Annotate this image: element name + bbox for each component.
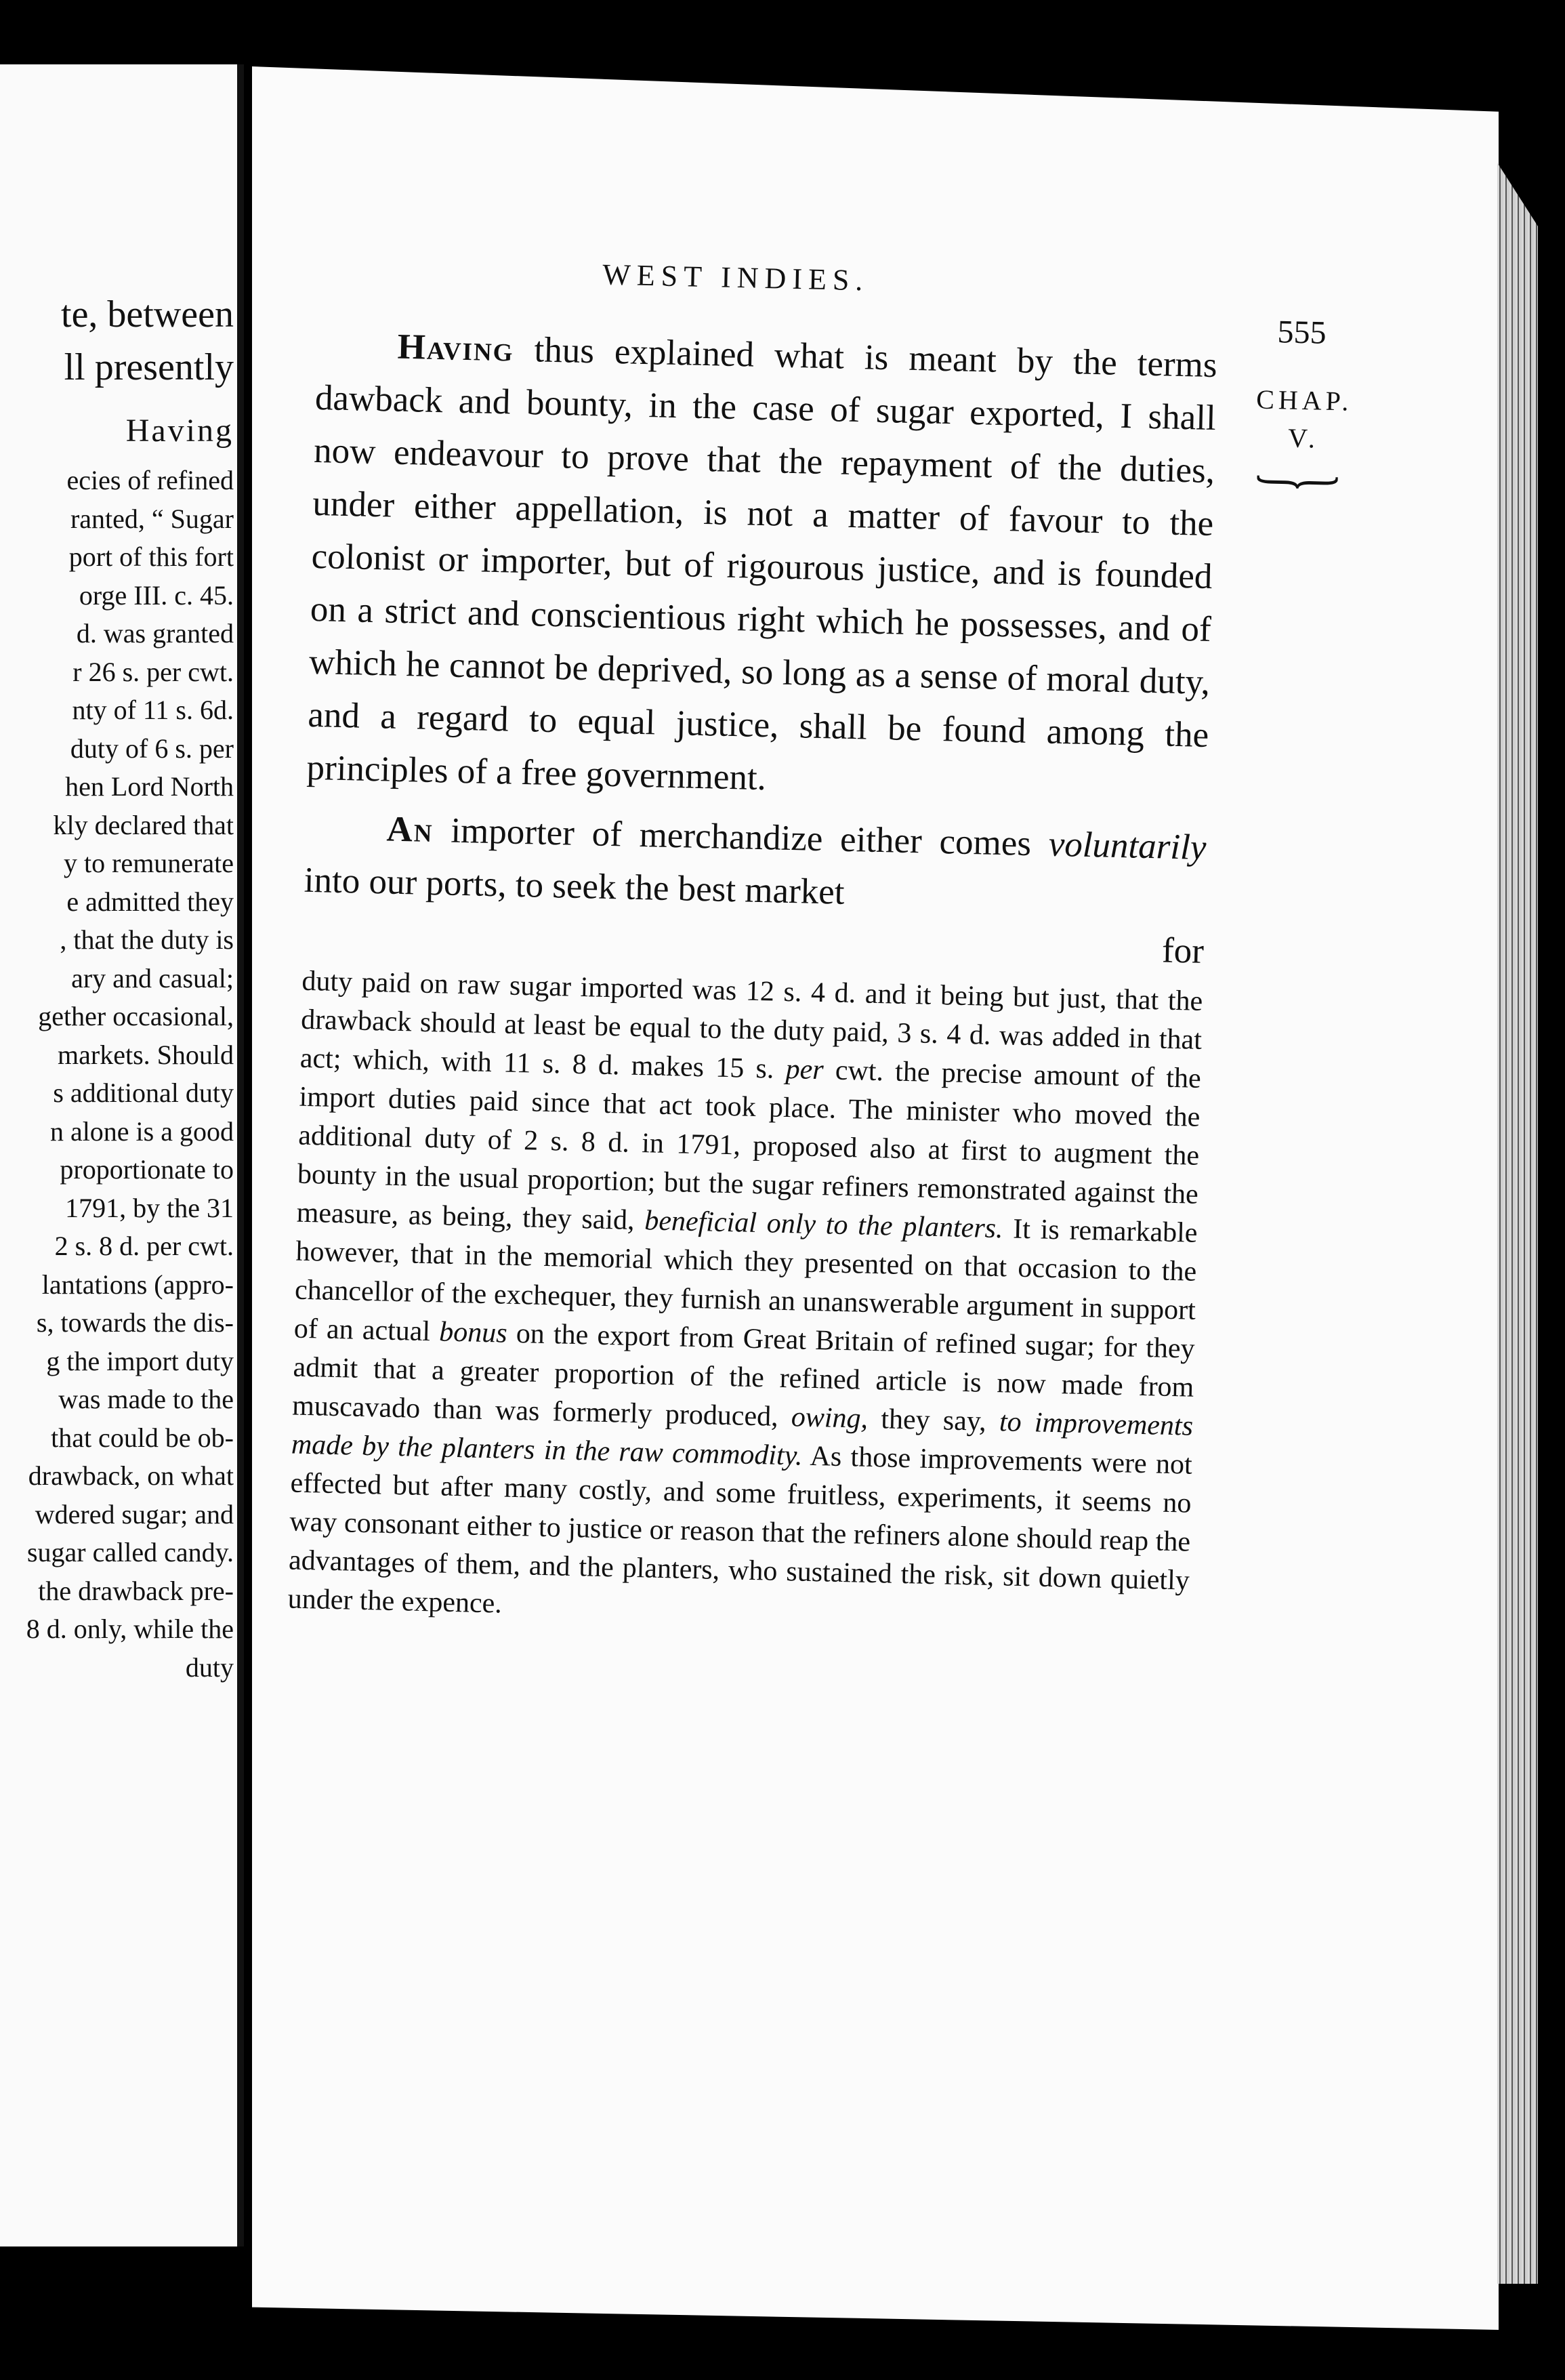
margin-chapter-note <box>1234 380 1373 499</box>
left-page-line: duty of 6 s. per <box>70 733 234 764</box>
left-page-line: the drawback pre- <box>38 1575 234 1606</box>
left-page-line: port of this fort <box>68 541 234 572</box>
left-page-line: markets. Should <box>58 1039 234 1070</box>
left-page-line: r 26 s. per cwt. <box>72 656 234 687</box>
footnote-italic: beneficial only to the planters. <box>644 1205 1004 1245</box>
footnote <box>287 962 1203 1639</box>
left-page-line: s, towards the dis- <box>36 1307 234 1338</box>
left-page-line: 1791, by the 31 <box>65 1192 234 1223</box>
left-page-line: duty <box>185 1651 234 1683</box>
left-page-line: 8 d. only, while the <box>26 1614 234 1644</box>
margin-chap-number: V. <box>1287 422 1320 454</box>
footnote-italic: to improvements made by the planters in the raw commodity. <box>291 1406 1194 1472</box>
left-page-line: was made to the <box>58 1384 234 1414</box>
paragraph-text: importer of merchandize either comes <box>432 811 1049 864</box>
left-page-line: orge III. c. 45. <box>79 579 234 611</box>
left-page-line: 2 s. 8 d. per cwt. <box>54 1231 234 1261</box>
left-page-line: ll presently <box>64 346 234 388</box>
margin-chap-label: CHAP. <box>1255 384 1353 417</box>
left-page-line: gether occasional, <box>38 1001 234 1031</box>
left-page-line: e admitted they <box>66 886 234 917</box>
left-page-line: d. was granted <box>76 618 234 649</box>
left-page-line: g the import duty <box>46 1345 234 1376</box>
left-page-line: hen Lord North <box>65 771 234 802</box>
paragraph-text: thus explained what is meant by the terms dawback and bounty, in the case of sugar exported, I shall now endeavour to prove that the repayment of the duties, under either appellation, is not a matter of favour to the colonist or importer, but of rigourous justice, and is founded on a strict and conscientious right which he possesses, and of which he cannot be deprived, so long as a sense of moral duty, and a regard to equal justice, shall be found among the principles of a free government. <box>306 329 1218 798</box>
page-edge <box>1497 163 1538 2284</box>
left-page-line: kly declared that <box>53 809 234 840</box>
footnote-span: cwt. the precise amount of the import duties paid since that act took place. The minister who moved the additional duty of 2 s. 8 d. in 1791, proposed also at first to augment the bounty in the usual proportion; but the sugar refiners remonstrated against the measure, as being, they said, <box>296 1054 1202 1237</box>
paragraph-2 <box>304 801 1207 927</box>
catchword: for <box>1161 930 1205 971</box>
footnote-span: duty paid on raw sugar imported was 12 s. 4 d. and it being but just, that the drawback should at least be equal to the duty paid, 3 s. 4 d. was added in that act; which, with 11 s. 8 d. makes 15 s. <box>299 965 1203 1085</box>
page-number: 555 <box>1277 314 1327 351</box>
footnote-text <box>287 962 1203 1639</box>
footnote-italic: per <box>785 1053 825 1086</box>
left-page-line: drawback, on what <box>28 1460 234 1491</box>
italic-text: voluntarily <box>1048 824 1207 867</box>
left-page-line: n alone is a good <box>49 1115 234 1147</box>
paragraph-text: into our ports, to seek the best market <box>304 860 846 912</box>
brace-ornament: } <box>1248 471 1357 498</box>
left-page-line: that could be ob- <box>51 1422 234 1453</box>
paragraph-lead: Having <box>397 327 515 369</box>
left-page-line: wdered sugar; and <box>35 1498 234 1530</box>
left-page-line: s additional duty <box>53 1078 234 1108</box>
footnote-italic: bonus <box>438 1316 508 1349</box>
left-page-line: , that the duty is <box>60 924 234 955</box>
footnote-span: It is remarkable however, that in the memorial which they presented on that occasion to the chancellor of the exchequer, they furnish an unanswerable argument in support of an actual <box>293 1213 1198 1348</box>
footnote-span: they say, <box>867 1403 1000 1438</box>
left-page-line: proportionate to <box>60 1154 234 1185</box>
footnote-span: on the export from Great Britain of refined sugar; for they admit that a greater proportion of the refined article is now made from muscavado than was formerly produced, <box>291 1317 1196 1433</box>
footnote-span: As those improvements were not effected but after many costly, and some fruitless, experiments, it seems no way consonant either to justice or reason that the refiners alone should reap the advantages of them, and the planters, who sustained the risk, sit down quietly under the expence. <box>287 1440 1193 1620</box>
paragraph-1 <box>306 319 1218 815</box>
body-text <box>302 319 1217 976</box>
page-content <box>287 251 1357 1639</box>
left-page-line: lantations (appro- <box>41 1269 234 1300</box>
left-page <box>0 64 244 2246</box>
paragraph-lead: An <box>386 809 434 850</box>
left-page-line: nty of 11 s. 6d. <box>72 695 234 725</box>
left-page-line: ranted, “ Sugar <box>70 503 234 534</box>
left-page-line: sugar called candy. <box>26 1537 234 1567</box>
left-page-line: te, between <box>61 293 234 335</box>
footnote-italic: owing, <box>791 1401 869 1435</box>
left-page-text <box>0 288 234 1687</box>
left-page-line: Having <box>125 413 234 449</box>
left-page-line: ary and casual; <box>71 962 234 993</box>
running-head: WEST INDIES. <box>602 258 869 298</box>
left-page-line: ecies of refined <box>66 465 234 495</box>
left-page-line: y to remunerate <box>64 848 234 878</box>
